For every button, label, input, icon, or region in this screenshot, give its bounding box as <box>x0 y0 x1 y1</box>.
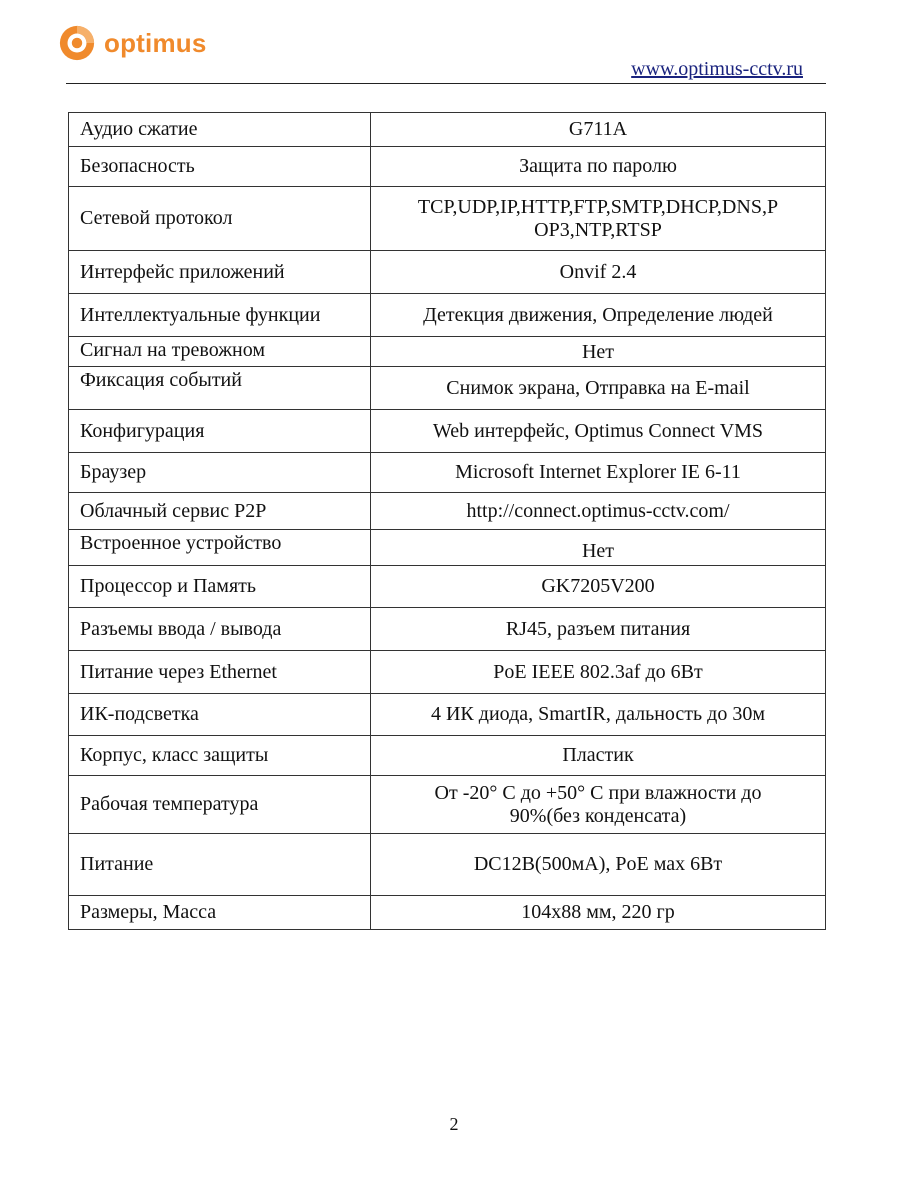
table-row <box>69 530 826 566</box>
table-row <box>69 410 826 453</box>
spec-label: Процессор и Память <box>69 566 371 608</box>
spec-label: ИК-подсветка <box>69 694 371 736</box>
table-row <box>69 896 826 930</box>
spec-value: Защита по паролю <box>371 147 826 187</box>
spec-label: Питание через Ethernet <box>69 651 371 694</box>
spec-value: Снимок экрана, Отправка на E-mail <box>371 367 826 410</box>
table-row <box>69 608 826 651</box>
spec-value: DC12В(500мА), PoE мах 6Вт <box>371 834 826 896</box>
spec-value: Нет <box>371 337 826 367</box>
spec-label: Интерфейс приложений <box>69 251 371 294</box>
spec-label: Браузер <box>69 453 371 493</box>
spec-label: Встроенное устройство <box>69 530 371 566</box>
spec-label: Разъемы ввода / вывода <box>69 608 371 651</box>
brand-logo <box>58 24 207 62</box>
spec-value-line: OP3,NTP,RTSP <box>534 218 662 241</box>
spec-value: Onvif 2.4 <box>371 251 826 294</box>
spec-label: Интеллектуальные функции <box>69 294 371 337</box>
table-row <box>69 337 826 367</box>
spec-label: Питание <box>69 834 371 896</box>
spec-value: RJ45, разъем питания <box>371 608 826 651</box>
spec-value: Пластик <box>371 736 826 776</box>
table-row <box>69 776 826 834</box>
logo-text: optimus <box>104 27 207 58</box>
spec-label: Облачный сервис P2P <box>69 493 371 530</box>
spec-label: Корпус, класс защиты <box>69 736 371 776</box>
spec-value: 104x88 мм, 220 гр <box>371 896 826 930</box>
spec-label: Сетевой протокол <box>69 187 371 251</box>
spec-label: Фиксация событий <box>69 367 371 410</box>
table-row <box>69 187 826 251</box>
spec-value: GK7205V200 <box>371 566 826 608</box>
table-row <box>69 736 826 776</box>
table-row <box>69 147 826 187</box>
spec-value: G711A <box>371 113 826 147</box>
table-row <box>69 493 826 530</box>
spec-value: Нет <box>371 530 826 566</box>
table-row <box>69 694 826 736</box>
spec-label: Аудио сжатие <box>69 113 371 147</box>
table-row <box>69 251 826 294</box>
table-row <box>69 834 826 896</box>
spec-value: http://connect.optimus-cctv.com/ <box>371 493 826 530</box>
spec-value <box>371 776 826 834</box>
header-divider <box>66 83 826 84</box>
table-row <box>69 651 826 694</box>
table-row <box>69 294 826 337</box>
spec-label: Размеры, Масса <box>69 896 371 930</box>
spec-value: Web интерфейс, Optimus Connect VMS <box>371 410 826 453</box>
spec-label: Рабочая температура <box>69 776 371 834</box>
spec-label: Конфигурация <box>69 410 371 453</box>
website-link[interactable]: www.optimus-cctv.ru <box>631 58 803 80</box>
specifications-table <box>68 112 826 930</box>
spec-value: 4 ИК диода, SmartIR, дальность до 30м <box>371 694 826 736</box>
table-row <box>69 566 826 608</box>
table-row <box>69 367 826 410</box>
spec-value-line: TCP,UDP,IP,HTTP,FTP,SMTP,DHCP,DNS,P <box>417 195 779 218</box>
page-number: 2 <box>449 1114 459 1134</box>
table-row <box>69 113 826 147</box>
spec-value: Детекция движения, Определение людей <box>371 294 826 337</box>
spec-value-line: От -20° С до +50° С при влажности до <box>434 781 762 804</box>
spec-label: Безопасность <box>69 147 371 187</box>
spec-value <box>371 187 826 251</box>
table-row <box>69 453 826 493</box>
spec-value-line: 90%(без конденсата) <box>509 804 687 827</box>
spec-label: Сигнал на тревожном <box>69 337 371 367</box>
spec-value: PoE IEEE 802.3af до 6Вт <box>371 651 826 694</box>
optimus-logo-icon <box>58 24 96 62</box>
spec-value: Microsoft Internet Explorer IE 6-11 <box>371 453 826 493</box>
